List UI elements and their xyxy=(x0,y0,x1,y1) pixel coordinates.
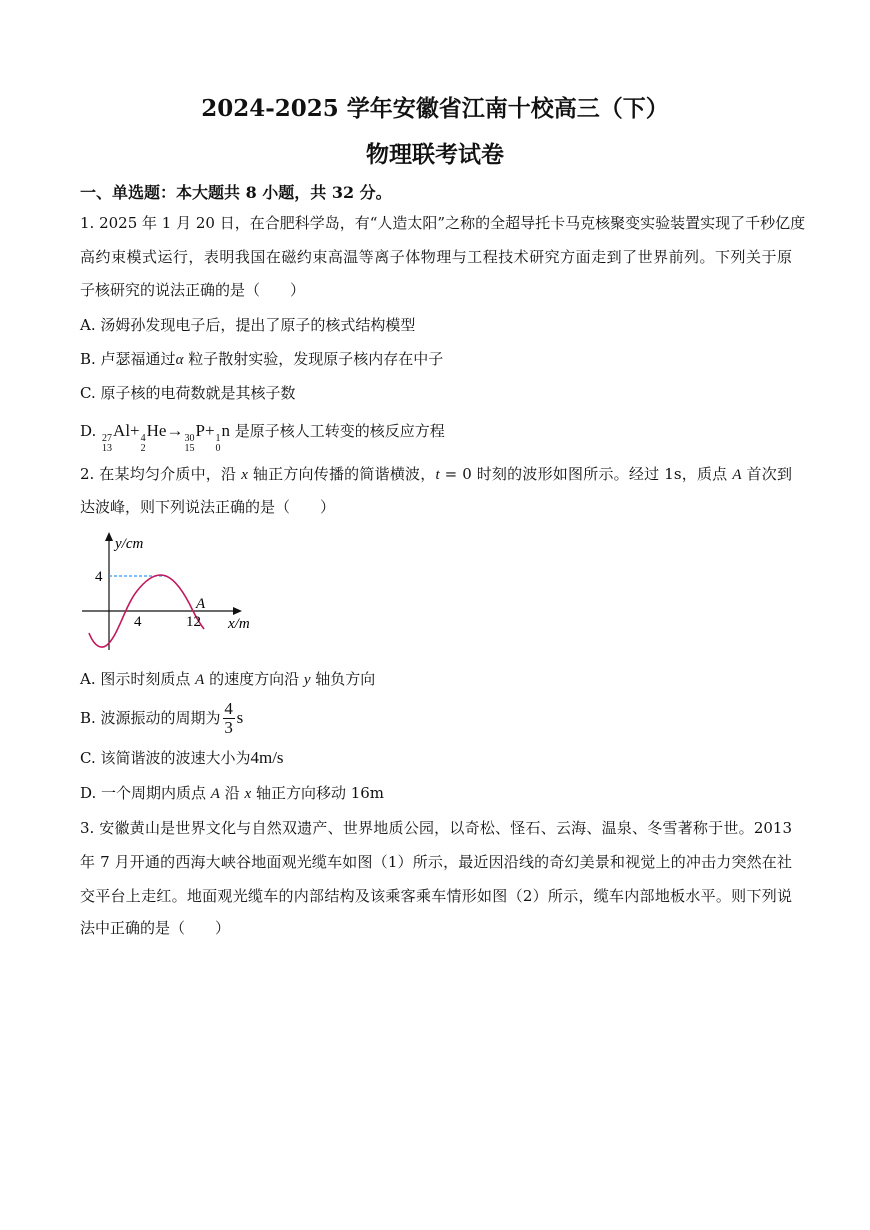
x-tick-4: 4 xyxy=(134,614,142,630)
q2-stem-x: x xyxy=(241,467,248,483)
q1-option-d xyxy=(80,421,792,454)
nuclear-equation xyxy=(101,421,231,454)
q2-stem-A: A xyxy=(732,467,742,483)
q2-option-d-A: A xyxy=(210,786,220,802)
q2-option-a-3: 轴负方向 xyxy=(310,670,376,688)
q1-option-d-label: D. xyxy=(80,422,97,440)
q2-stem-b: 轴正方向传播的简谐横波， xyxy=(247,465,436,483)
reaction-arrow: → xyxy=(166,421,184,440)
x-tick-12: 12 xyxy=(186,614,201,630)
q2-option-b xyxy=(80,697,792,739)
al-symbol: Al xyxy=(113,421,131,440)
q2-option-d-3: 轴正方向移动 16m xyxy=(251,784,385,802)
q2-option-c xyxy=(80,748,792,768)
y-axis-arrow xyxy=(105,532,113,541)
q1-option-b-post: 粒子散射实验，发现原子核内存在中子 xyxy=(183,350,444,368)
q1-option-c: C. 原子核的电荷数就是其核子数 xyxy=(80,384,296,402)
q2-stem-d: 首次到 xyxy=(741,465,792,483)
y-axis-label: y/cm xyxy=(115,536,144,552)
q2-option-b-pre: B. 波源振动的周期为 xyxy=(80,709,221,727)
p-charge-number: 15 xyxy=(184,443,195,454)
q2-option-a-1: A. 图示时刻质点 xyxy=(80,670,196,688)
n-charge-number: 0 xyxy=(215,443,221,454)
section-heading: 一、单选题：本大题共 8 小题，共 32 分。 xyxy=(80,183,392,202)
q3-stem-line-1: 3. 安徽黄山是世界文化与自然双遗产、世界地质公园，以奇松、怪石、云海、温泉、冬雪著称于世。2013 xyxy=(80,819,792,837)
q1-option-b-pre: B. 卢瑟福通过 xyxy=(80,350,176,368)
q2-stem-line-2: 达波峰，则下列说法正确的是（ ） xyxy=(80,498,336,516)
q3-stem-line-2: 年 7 月开通的西海大峡谷地面观光缆车如图（1）所示，最近因沿线的奇幻美景和视觉上的冲击力突然在社 xyxy=(80,853,792,871)
title-line-2: 物理联考试卷 xyxy=(366,141,504,168)
x-axis-arrow xyxy=(233,607,242,615)
he-symbol: He xyxy=(146,421,167,440)
q2-option-a-2: 的速度方向沿 xyxy=(204,670,304,688)
x-axis-label: x/m xyxy=(228,616,250,632)
p-mass-number: 30 xyxy=(184,433,195,444)
al-charge-number: 13 xyxy=(102,443,113,454)
q2-option-a xyxy=(80,669,792,690)
q2-stem-t: t xyxy=(435,467,440,483)
q2-option-b-unit: s xyxy=(236,708,244,727)
p-symbol: P xyxy=(195,421,205,440)
q2-option-d-1: D. 一个周期内质点 xyxy=(80,784,211,802)
q2-stem-line-1 xyxy=(80,464,792,485)
q2-option-d-x: x xyxy=(244,786,252,802)
plus-sign-1: + xyxy=(130,421,140,440)
q2-option-c-value: 4m/s xyxy=(250,748,284,767)
fraction-denominator: 3 xyxy=(224,717,233,737)
n-symbol: n xyxy=(221,421,231,440)
q2-option-a-A: A xyxy=(195,672,205,688)
plus-sign-2: + xyxy=(204,421,215,440)
q2-option-d xyxy=(80,783,792,804)
title-line-1: 2024-2025 学年安徽省江南十校高三（下） xyxy=(201,95,669,122)
q1-stem-line-3: 子核研究的说法正确的是（ ） xyxy=(80,281,306,299)
q2-option-d-2: 沿 xyxy=(219,784,245,802)
q2-option-c-pre: C. 该简谐波的波速大小为 xyxy=(80,749,251,767)
fraction-numerator: 4 xyxy=(224,698,233,718)
q3-stem-line-3: 交平台上走红。地面观光缆车的内部结构及该乘客乘车情形如图（2）所示，缆车内部地板水平。则下列说 xyxy=(80,887,792,905)
q1-option-b xyxy=(80,349,792,370)
q1-option-d-post: 是原子核人工转变的核反应方程 xyxy=(230,422,445,440)
point-a-label: A xyxy=(196,596,206,612)
fraction-four-thirds xyxy=(223,700,235,737)
al-mass-number: 27 xyxy=(102,433,113,444)
q3-stem-line-4: 法中正确的是（ ） xyxy=(80,919,231,937)
alpha-symbol: α xyxy=(175,352,184,368)
q2-option-a-y: y xyxy=(303,672,311,688)
wave-graph xyxy=(80,528,270,656)
q2-stem-c: = 0 时刻的波形如图所示。经过 1s，质点 xyxy=(439,465,733,483)
q1-option-a: A. 汤姆孙发现电子后，提出了原子的核式结构模型 xyxy=(80,316,416,334)
q1-stem-line-1: 1. 2025 年 1 月 20 日，在合肥科学岛，有“人造太阳”之称的全超导托卡马克核聚变实验装置实现了千秒亿度 xyxy=(80,214,806,232)
y-tick-4: 4 xyxy=(95,569,103,585)
q2-stem-a: 2. 在某均匀介质中，沿 xyxy=(80,465,242,483)
q1-stem-line-2: 高约束模式运行，表明我国在磁约束高温等离子体物理与工程技术研究方面走到了世界前列。下列关于原 xyxy=(80,248,792,266)
he-mass-number: 4 xyxy=(140,433,146,444)
he-charge-number: 2 xyxy=(140,443,146,454)
n-mass-number: 1 xyxy=(215,433,221,444)
